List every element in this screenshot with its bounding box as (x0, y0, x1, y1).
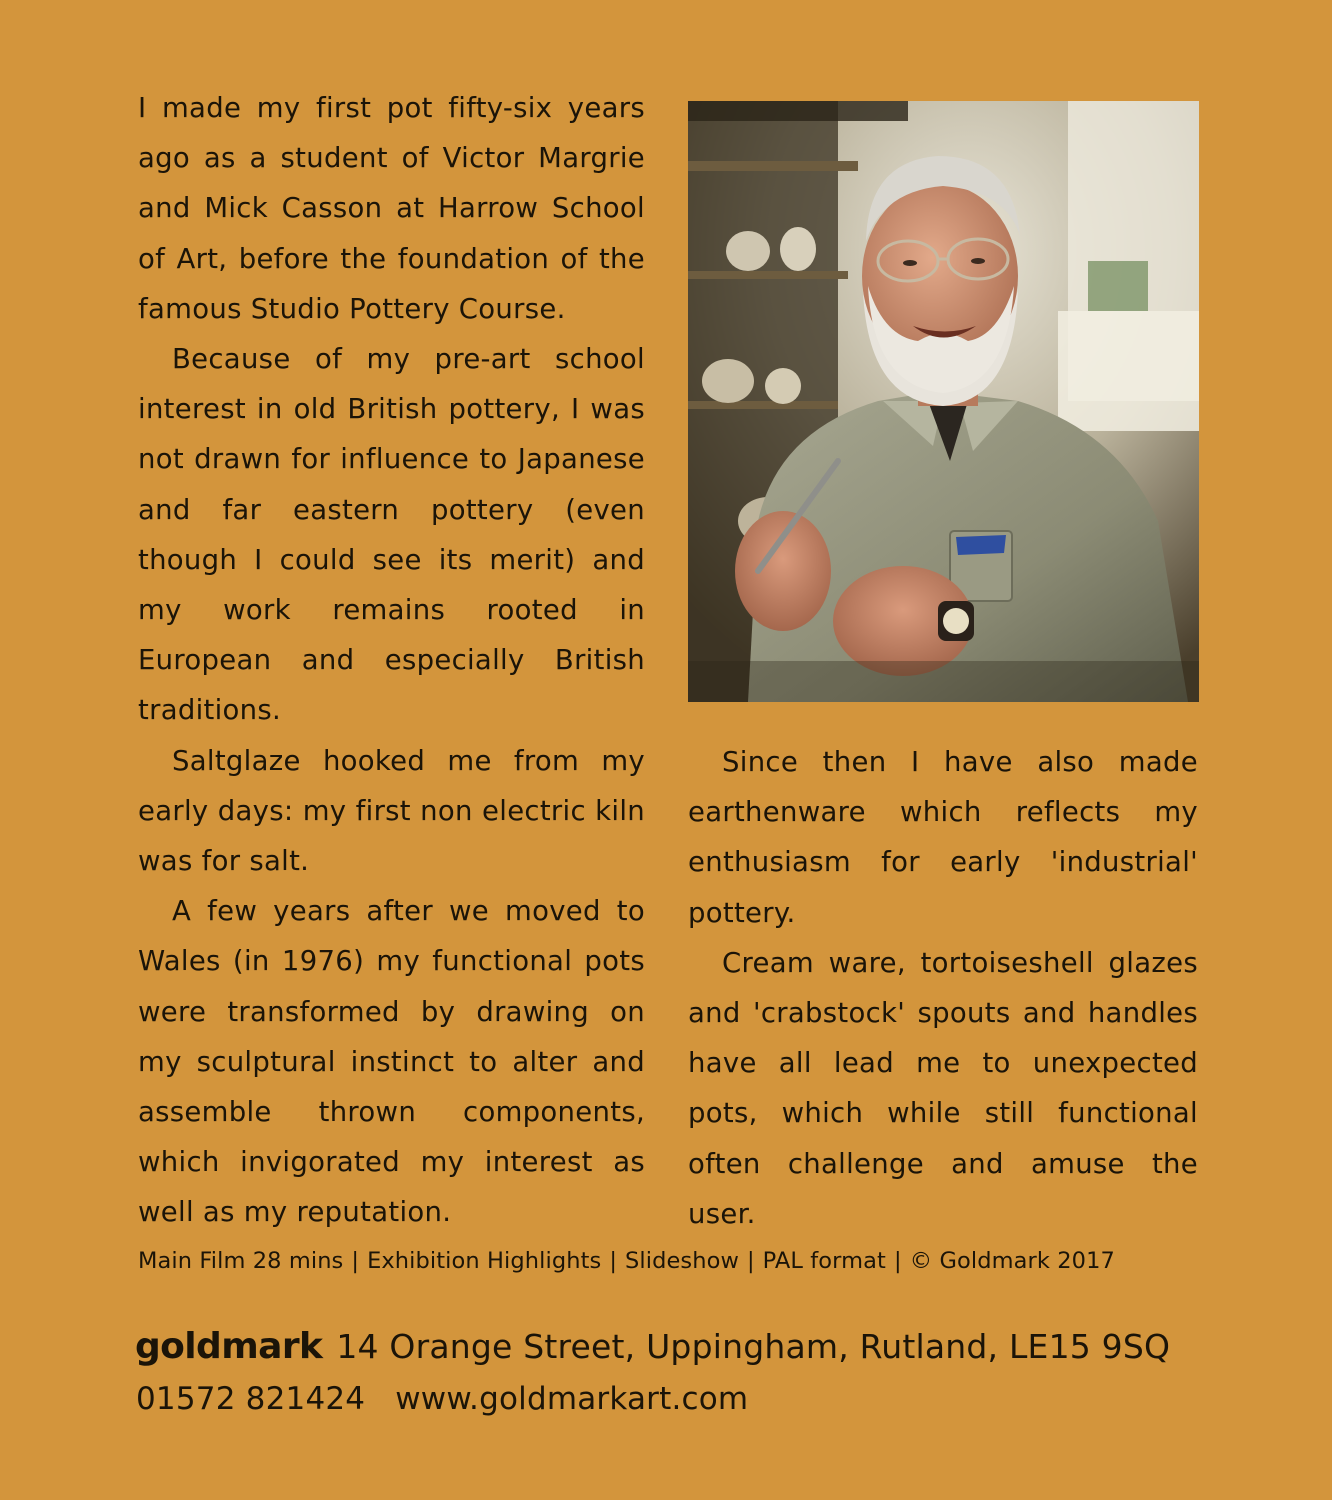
publisher-contact-line (136, 1381, 748, 1417)
spec-exhibition-highlights: Exhibition Highlights (367, 1248, 602, 1274)
paragraph-wales: A few years after we moved to Wales (in 1976) my functional pots were transformed by drawing on my sculptural instinct to alter and assemble thrown components, which invigorated my interest as well as my reputation. (138, 895, 645, 1229)
spec-separator: | (351, 1248, 360, 1274)
spec-separator: | (893, 1248, 902, 1274)
left-text-column (138, 83, 645, 1238)
publisher-phone: 01572 821424 (136, 1381, 366, 1417)
paragraph-cream-ware: Cream ware, tortoiseshell glazes and 'crabstock' spouts and handles have all lead me to unexpected pots, which while still functional often challenge and amuse the user. (688, 946, 1198, 1230)
spec-separator: | (609, 1248, 617, 1274)
publisher-address-line (135, 1326, 1170, 1367)
paragraph-saltglaze: Saltglaze hooked me from my early days: my first non electric kiln was for salt. (138, 744, 645, 878)
spec-separator: | (746, 1248, 755, 1274)
publisher-website-link[interactable]: www.goldmarkart.com (395, 1381, 749, 1417)
spec-main-film: Main Film 28 mins (138, 1248, 344, 1274)
spec-format: PAL format (762, 1248, 886, 1274)
dvd-specs-line (138, 1248, 1198, 1274)
spec-slideshow: Slideshow (625, 1248, 739, 1274)
right-text-column (688, 737, 1198, 1239)
spec-copyright: © Goldmark 2017 (909, 1248, 1115, 1274)
paragraph-first-pot: I made my first pot fifty-six years ago as a student of Victor Margrie and Mick Casson at Harrow School of Art, before the foundation of the famous Studio Pottery Course. (138, 92, 645, 325)
potter-portrait-photo (688, 101, 1199, 702)
publisher-address: 14 Orange Street, Uppingham, Rutland, LE15 9SQ (336, 1327, 1171, 1366)
publisher-brand: goldmark (135, 1326, 323, 1367)
paragraph-british-pottery: Because of my pre-art school interest in old British pottery, I was not drawn for influence to Japanese and far eastern pottery (even though I could see its merit) and my work remains rooted in European and especially British traditions. (138, 343, 645, 727)
paragraph-earthenware: Since then I have also made earthenware which reflects my enthusiasm for early 'industrial' pottery. (688, 746, 1198, 929)
